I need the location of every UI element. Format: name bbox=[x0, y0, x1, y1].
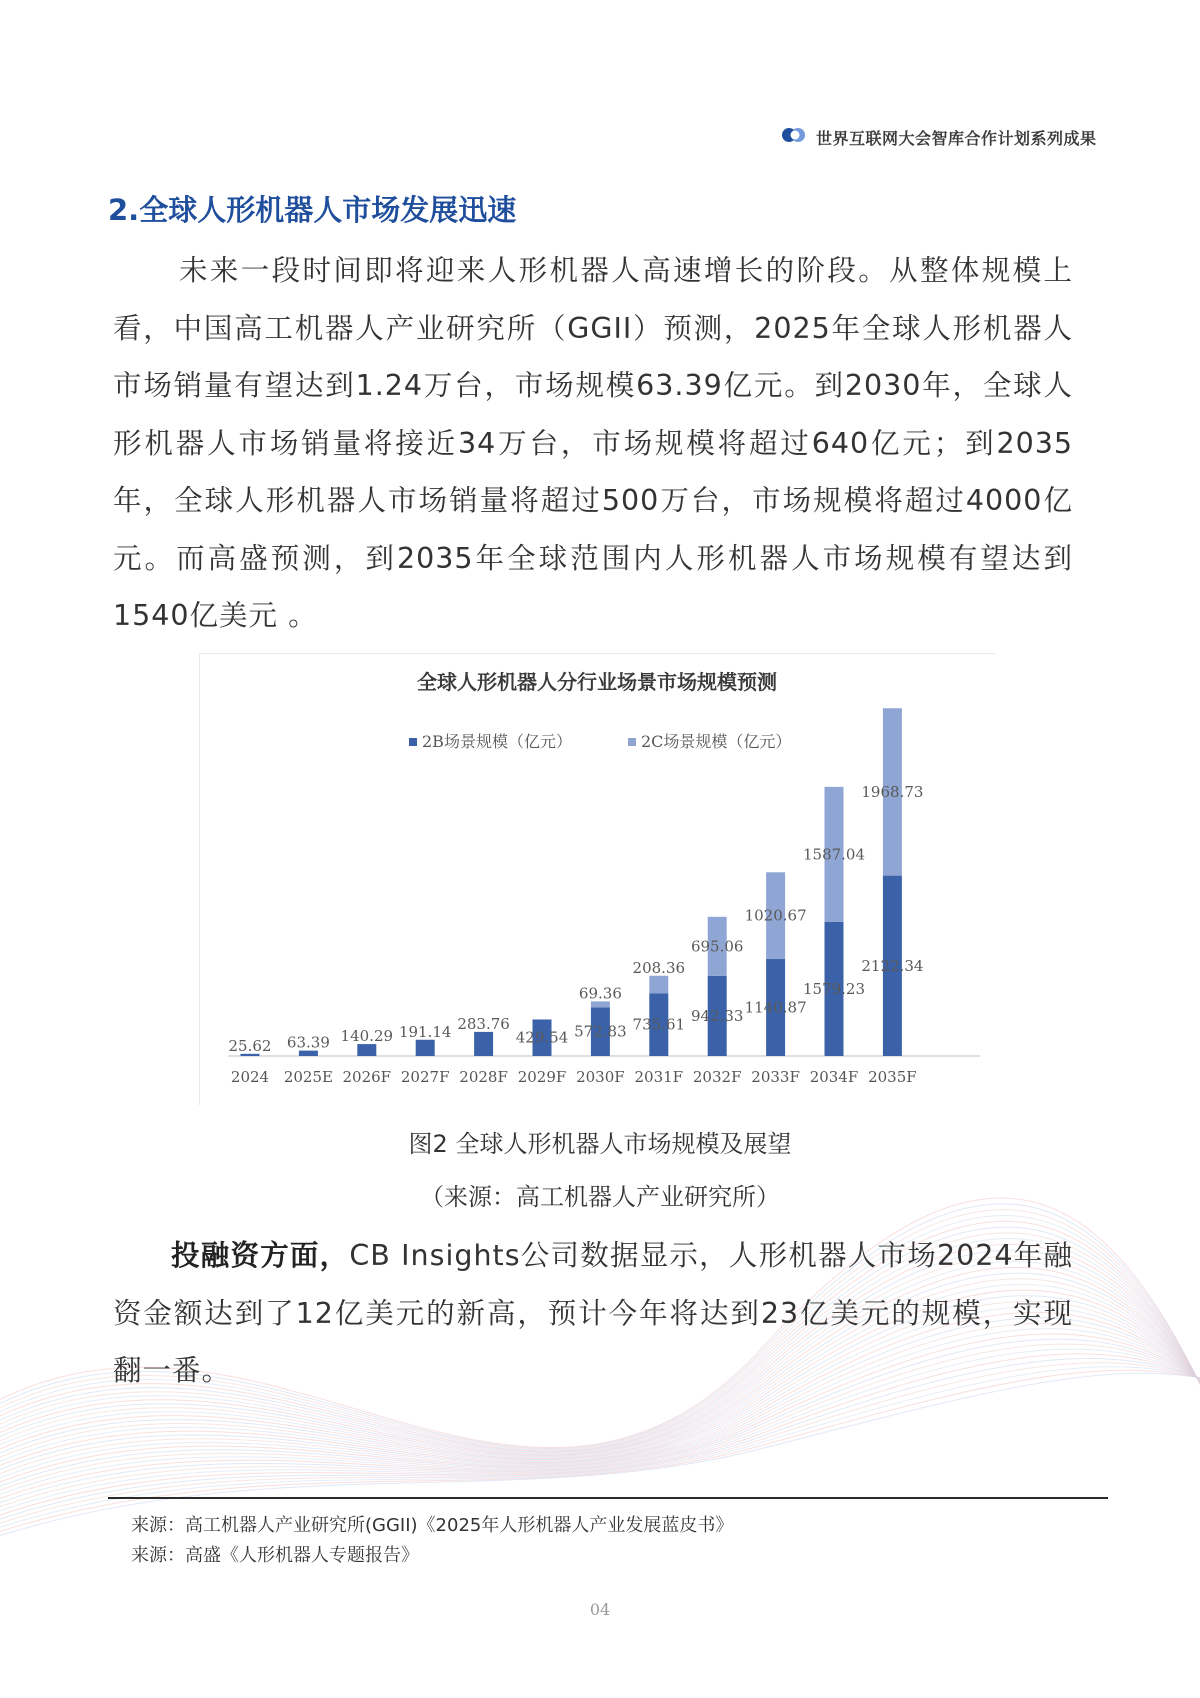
header-series-text: 世界互联网大会智库合作计划系列成果 bbox=[816, 129, 1097, 148]
data-label-2c-2033F: 1020.67 bbox=[744, 906, 807, 925]
x-tick-label-2033F: 2033F bbox=[751, 1068, 800, 1086]
x-tick-label-2025E: 2025E bbox=[283, 1068, 333, 1086]
section-title: 2.全球人形机器人市场发展迅速 bbox=[108, 193, 517, 227]
chart-container bbox=[199, 653, 995, 1105]
x-tick-label-2024: 2024 bbox=[230, 1068, 270, 1086]
figure-caption: 图2 全球人形机器人市场规模及展望 bbox=[408, 1130, 792, 1158]
data-label-2c-2035F: 1968.73 bbox=[861, 782, 924, 801]
x-tick-label-2031F: 2031F bbox=[634, 1068, 684, 1086]
data-label-2b-2032F: 942.33 bbox=[690, 1006, 744, 1025]
figure-source: （来源：高工机器人产业研究所） bbox=[420, 1183, 780, 1211]
legend-label-2c: 2C场景规模（亿元） bbox=[641, 732, 792, 751]
x-tick-label-2032F: 2032F bbox=[692, 1068, 742, 1086]
data-label-2c-2034F: 1587.04 bbox=[802, 845, 866, 864]
data-label-2b-2027F: 191.14 bbox=[398, 1022, 452, 1041]
chart-title: 全球人形机器人分行业场景市场规模预测 bbox=[417, 670, 777, 694]
paragraph-financing-body: CB Insights公司数据显示，人形机器人市场2024年融资金额达到了12亿美元的新高，预计今年将达到23亿美元的规模，实现翻一番。 bbox=[113, 1239, 1073, 1387]
paragraph-financing bbox=[113, 1227, 1073, 1400]
data-label-2b-2028F: 283.76 bbox=[457, 1014, 510, 1033]
x-tick-label-2026F: 2026F bbox=[342, 1068, 392, 1086]
x-tick-label-2030F: 2030F bbox=[576, 1068, 625, 1086]
data-label-2c-2030F: 69.36 bbox=[578, 984, 622, 1003]
data-label-2b-2035F: 2122.34 bbox=[861, 956, 924, 975]
bar-2b-2027F bbox=[416, 1040, 435, 1056]
data-label-2b-2033F: 1140.87 bbox=[744, 998, 807, 1017]
footnote-1: 来源：高工机器人产业研究所(GGII)《2025年人形机器人产业发展蓝皮书》 bbox=[131, 1515, 734, 1536]
data-label-2b-2034F: 1579.23 bbox=[802, 979, 866, 998]
logo-mark-icon bbox=[781, 127, 807, 143]
data-label-2b-2026F: 140.29 bbox=[340, 1027, 394, 1046]
x-tick-label-2035F: 2035F bbox=[868, 1068, 917, 1086]
footnote-2: 来源：高盛《人形机器人专题报告》 bbox=[131, 1545, 419, 1566]
x-tick-label-2027F: 2027F bbox=[400, 1068, 450, 1086]
bar-2c-2031F bbox=[649, 976, 668, 994]
bar-2b-2026F bbox=[357, 1044, 376, 1056]
x-tick-label-2029F: 2029F bbox=[517, 1068, 567, 1086]
x-tick-label-2028F: 2028F bbox=[459, 1068, 508, 1086]
legend-swatch-2b bbox=[409, 738, 417, 746]
footnote-divider bbox=[108, 1497, 1108, 1499]
data-label-2b-2030F: 572.83 bbox=[574, 1022, 627, 1041]
x-tick-label-2034F: 2034F bbox=[809, 1068, 859, 1086]
data-label-2b-2031F: 735.61 bbox=[632, 1015, 686, 1034]
data-label-2c-2031F: 208.36 bbox=[632, 958, 686, 977]
data-label-2b-2024: 25.62 bbox=[228, 1036, 272, 1055]
legend-label-2b: 2B场景规模（亿元） bbox=[422, 732, 572, 751]
legend-swatch-2c bbox=[628, 738, 636, 746]
paragraph-market-outlook: 未来一段时间即将迎来人形机器人高速增长的阶段。从整体规模上看，中国高工机器人产业研究所（GGII）预测，2025年全球人形机器人市场销量有望达到1.24万台，市场规模63.39亿元。到2030年，全球人形机器人市场销量将接近34万台，市场规模将超过640亿元；到2035年，全球人形机器人市场销量将超过500万台，市场规模将超过4000亿元。而高盛预测，到2035年全球范围内人形机器人市场规模有望达到1540亿美元 。 bbox=[113, 254, 1073, 632]
page-number: 04 bbox=[589, 1600, 611, 1619]
bar-2b-2028F bbox=[474, 1032, 493, 1056]
data-label-2c-2032F: 695.06 bbox=[690, 937, 744, 956]
paragraph-financing-lead: 投融资方面， bbox=[171, 1239, 350, 1272]
data-label-2b-2029F: 429.54 bbox=[515, 1028, 569, 1047]
data-label-2b-2025E: 63.39 bbox=[286, 1033, 330, 1052]
stacked-bar-chart bbox=[200, 654, 995, 1105]
